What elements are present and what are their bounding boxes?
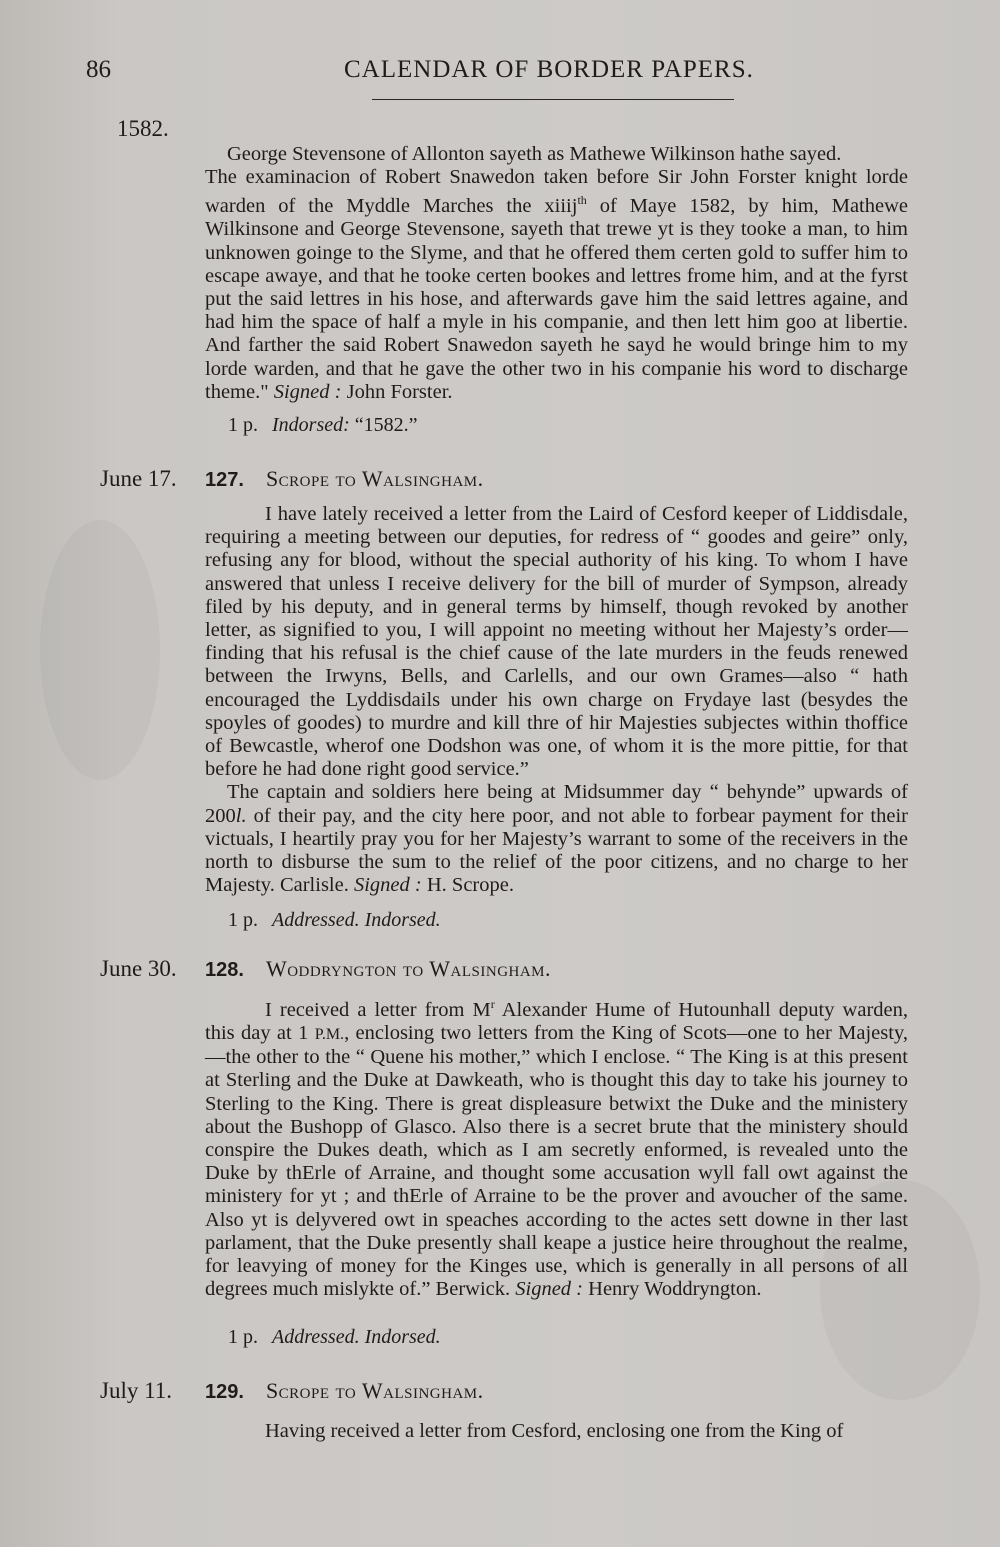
entry-heading [205,466,484,493]
entry-date: June 17. [100,466,177,491]
entry-text [205,993,908,1301]
entry-date: July 11. [100,1378,172,1403]
entry-heading [205,1378,484,1405]
entry-text [205,1420,908,1443]
page-number: 86 [86,56,111,83]
endorsement-note: 1 p. Indorsed: “1582.” [228,414,418,436]
paragraph: The captain and soldiers here being at Midsummer day “ behynde” upwards of 200l. of their pay, and the city here poor, and not able to forbear payment for their victuals, I heartily pray you for her Majesty’s warrant to some of the receivers in the north to disburse the sum to the relief of the poor citizens, and no charge to her Majesty. Carlisle. Signed : H. Scrope. [205,781,908,897]
entry-heading [205,956,551,983]
entry-title: Scrope to Walsingham. [265,1378,484,1403]
year-marker: 1582. [117,116,169,141]
entry-number: 128. [205,959,244,981]
entry-number: 127. [205,469,244,491]
endorsement-note: 1 p. Addressed. Indorsed. [228,1326,441,1348]
paragraph: The examinacion of Robert Snawedon taken before Sir John Forster knight lorde warden of the Myddle Marches the xiiij$^{th}$ of Maye 1582, by him, Mathewe Wilkinsone and George Stevensone, sayeth that trewe yt is they tooke a man, to him unknowen goinge to the Slyme, and that he offered them certen gold to suffer him to escape awaye, and that he tooke certen bookes and lettres frome him, and at the fyrst put the said lettres in his hose, and afterwards gave him the said lettres againe, and had him the space of half a myle in his companie, and then lett him goo at libertie. And farther the said Robert Snawedon sayeth he sayd he would bringe him to my lorde warden, and that he gave the other two in his companie his word to discharge theme." Signed : John Forster. [205,166,908,403]
entry-number: 129. [205,1381,244,1403]
paragraph: George Stevensone of Allonton sayeth as Mathewe Wilkinson hathe sayed. [227,143,842,165]
entry-date: June 30. [100,956,177,981]
header-rule [372,99,734,100]
paragraph: I received a letter from $M^r$ Alexander Hume of Hutounhall deputy warden, this day at 1 P.M., enclosing two letters from the King of Scots—one to her Majesty,—the other to the “ Quene his mother,” which I enclose. “ The King is at this present at Sterling and the Duke at Dawkeath, who is thought this day to take his journey to Sterling to the King. There is great displeasure betwixt the Duke and the ministery about the Bushopp of Glasco. Also there is a secret brute that the ministery should conspire the Dukes death, which as I am secretly enformed, is revealed unto the Duke by thErle of Arraine, and thought some accusation wyll fall owt against the ministery for yt ; and thErle of Arraine to be the prover and avoucher of the same. Also yt is delyvered owt in speaches according to the actes sett downe in ther last parlament, that the Duke presently shall keape a justice heire throughout the realme, for leavying of money for the Kinges use, which is generally in all persons of all degrees much mislykte of.” Berwick. Signed : Henry Woddryngton. [205,997,909,1301]
paper-stain [40,520,160,780]
paragraph: Having received a letter from Cesford, enclosing one from the King of [265,1420,844,1442]
entry-title: Scrope to Walsingham. [265,466,484,491]
paragraph: I have lately received a letter from the Laird of Cesford keeper of Liddisdale, requiring a meeting between our deputies, for redress of “ goodes and geire” only, refusing any for blood, without the special authority of his king. To whom I have answered that unless I receive delivery for the bill of murder of Sympson, already filed by his deputy, and in general terms by himself, though revoked by another letter, as signified to you, I will appoint no meeting without her Majesty’s order—finding that his refusal is the chief cause of the late murders in the feuds renewed between the Irwyns, Bells, and Carlells, and our own Grames—also “ hath encouraged the Lyddisdails under his own charge on Frydaye last (besydes the spoyles of goodes) to murdre and kill thre of hir Majesties subjectes within thoffice of Bewcastle, wherof one Dodshon was one, of whom it is the more pittie, for that before he had done right good service.” [205,503,908,781]
continuation-text [205,143,908,404]
running-head: CALENDAR OF BORDER PAPERS. [344,56,754,83]
page-header [86,56,906,96]
endorsement-note: 1 p. Addressed. Indorsed. [228,909,441,931]
entry-title: Woddryngton to Walsingham. [265,956,552,981]
entry-text [205,503,908,897]
